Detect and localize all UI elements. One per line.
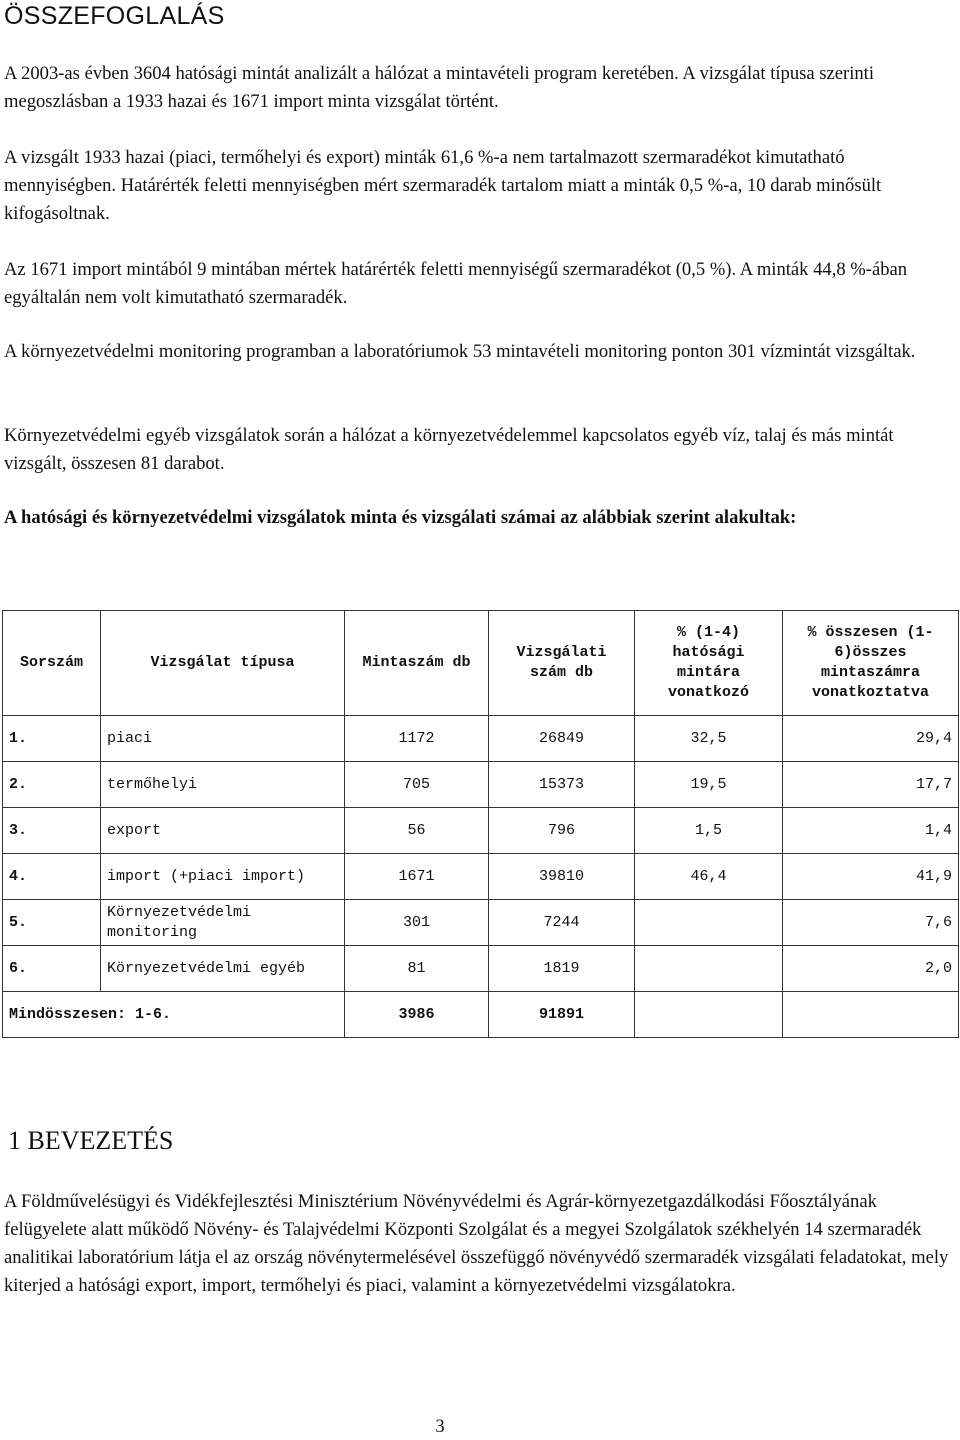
header-index: Sorszám [3, 611, 101, 716]
row-pct-total: 7,6 [783, 900, 959, 946]
summary-paragraph-5: Környezetvédelmi egyéb vizsgálatok során a hálózat a környezetvédelemmel kapcsolatos egyéb víz, talaj és más mintát vizsgált, összesen 81 darabot. [4, 425, 894, 474]
total-pct-total [783, 992, 959, 1038]
row-pct-total: 2,0 [783, 946, 959, 992]
row-tests: 15373 [489, 762, 635, 808]
row-samples: 1172 [345, 716, 489, 762]
row-samples: 1671 [345, 854, 489, 900]
table-intro-heading: A hatósági és környezetvédelmi vizsgálatok minta és vizsgálati számai az alábbiak szerint alakultak: [4, 507, 797, 528]
row-tests: 796 [489, 808, 635, 854]
row-pct-authority: 1,5 [635, 808, 783, 854]
row-pct-authority: 19,5 [635, 762, 783, 808]
summary-paragraph-4: A környezetvédelmi monitoring programban a laboratóriumok 53 mintavételi monitoring ponton 301 vízmintát vizsgáltak. [4, 341, 916, 362]
row-pct-authority: 32,5 [635, 716, 783, 762]
row-index: 5. [3, 900, 101, 946]
total-tests: 91891 [489, 992, 635, 1038]
table-row [3, 900, 959, 946]
row-type: termőhelyi [101, 762, 345, 808]
row-pct-authority [635, 900, 783, 946]
table-row [3, 854, 959, 900]
table-header-row [3, 611, 959, 716]
header-pct-authority: % (1-4) hatósági mintára vonatkozó [635, 611, 783, 716]
header-samples: Mintaszám db [345, 611, 489, 716]
page-number: 3 [435, 1416, 445, 1437]
summary-paragraph-2: A vizsgált 1933 hazai (piaci, termőhelyi és export) minták 61,6 %-a nem tartalmazott szermaradékot kimutatható mennyiségben. Határérték feletti mennyiségben mért szermaradék tartalom miatt a minták 0,5 %-a, 10 darab minősült kifogásoltnak. [4, 147, 882, 224]
row-tests: 26849 [489, 716, 635, 762]
row-tests: 1819 [489, 946, 635, 992]
row-pct-authority [635, 946, 783, 992]
row-index: 3. [3, 808, 101, 854]
introduction-title: 1 BEVEZETÉS [8, 1126, 174, 1155]
row-tests: 7244 [489, 900, 635, 946]
header-tests: Vizsgálati szám db [489, 611, 635, 716]
row-samples: 301 [345, 900, 489, 946]
row-type: Környezetvédelmi monitoring [101, 900, 345, 946]
summary-paragraph-3: Az 1671 import mintából 9 mintában mértek határérték feletti mennyiségű szermaradékot (0,5 %). A minták 44,8 %-ában egyáltalán nem volt kimutatható szermaradék. [4, 259, 908, 308]
row-index: 2. [3, 762, 101, 808]
row-pct-total: 41,9 [783, 854, 959, 900]
row-pct-total: 29,4 [783, 716, 959, 762]
row-samples: 705 [345, 762, 489, 808]
summary-title: ÖSSZEFOGLALÁS [4, 2, 225, 30]
row-type: import (+piaci import) [101, 854, 345, 900]
row-pct-total: 17,7 [783, 762, 959, 808]
header-type: Vizsgálat típusa [101, 611, 345, 716]
total-label: Mindösszesen: 1-6. [3, 992, 345, 1038]
row-samples: 56 [345, 808, 489, 854]
row-pct-total: 1,4 [783, 808, 959, 854]
table-row [3, 808, 959, 854]
row-index: 4. [3, 854, 101, 900]
samples-table [2, 610, 959, 1038]
introduction-paragraph: A Földművelésügyi és Vidékfejlesztési Minisztérium Növényvédelmi és Agrár-környezetgazdálkodási Főosztályának felügyelete alatt működő Növény- és Talajvédelmi Központi Szolgálat és a megyei Szolgálatok székhelyén 14 szermaradék analitikai laboratórium látja el az ország növénytermelésével összefüggő növényvédő szermaradék vizsgálati feladatokat, mely kiterjed a hatósági export, import, termőhelyi és piaci, valamint a környezetvédelmi vizsgálatokra. [4, 1191, 949, 1296]
table-row [3, 946, 959, 992]
row-type: export [101, 808, 345, 854]
summary-paragraph-1: A 2003-as évben 3604 hatósági mintát analizált a hálózat a mintavételi program keretében. A vizsgálat típusa szerinti megoszlásban a 1933 hazai és 1671 import minta vizsgálat történt. [4, 63, 875, 112]
table-row [3, 762, 959, 808]
row-samples: 81 [345, 946, 489, 992]
row-index: 6. [3, 946, 101, 992]
table-row [3, 716, 959, 762]
row-pct-authority: 46,4 [635, 854, 783, 900]
row-index: 1. [3, 716, 101, 762]
row-type: Környezetvédelmi egyéb [101, 946, 345, 992]
row-tests: 39810 [489, 854, 635, 900]
row-type: piaci [101, 716, 345, 762]
total-samples: 3986 [345, 992, 489, 1038]
table-total-row [3, 992, 959, 1038]
total-pct-authority [635, 992, 783, 1038]
header-pct-total: % összesen (1-6)összes mintaszámra vonatkoztatva [783, 611, 959, 716]
